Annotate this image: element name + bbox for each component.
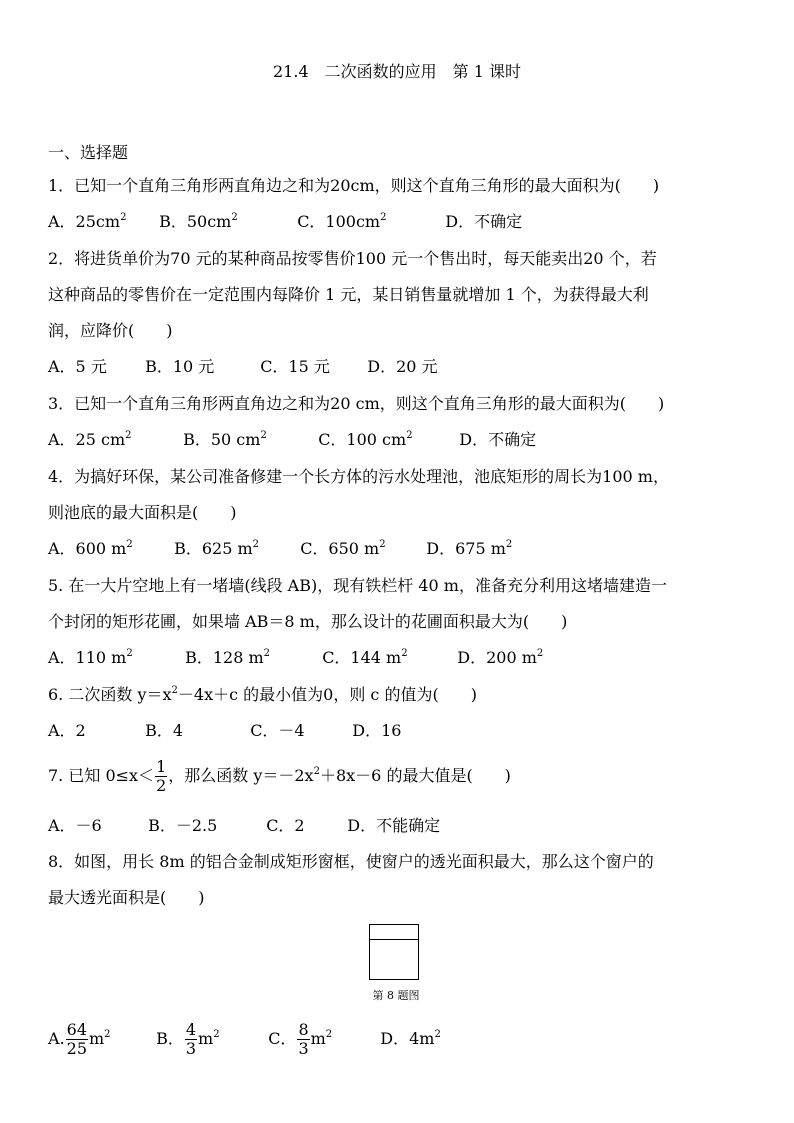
question-2-line-2: 这种商品的零售价在一定范围内每降价 1 元，某日销售量就增加 1 个，为获得最大利 — [48, 285, 649, 304]
fraction: $\frac{64}{25}$ — [66, 1020, 87, 1058]
option-d[interactable]: D．不确定 — [445, 212, 523, 231]
question-4-options — [48, 539, 512, 559]
option-b[interactable]: B．－2.5 — [148, 816, 218, 835]
question-5-options — [48, 648, 543, 668]
option-c[interactable]: C．2 — [266, 816, 305, 835]
option-a[interactable]: A．110 $m^2$ — [48, 648, 133, 667]
question-3-stem: 3．已知一个直角三角形两直角边之和为20 cm，则这个直角三角形的最大面积为( ) — [48, 394, 665, 413]
fraction: $\frac{4}{3}$ — [185, 1020, 197, 1058]
question-6-options — [48, 721, 401, 741]
question-7-stem: 7. 已知 0≤x＜ $\frac{1}{2}$ ，那么函数 $y=-2x^2+8x-6$ 的最大值是( ) — [48, 757, 511, 795]
question-4-line-2: 则池底的最大面积是( ) — [48, 503, 237, 522]
option-a[interactable]: A．2 — [48, 721, 86, 740]
question-2-options — [48, 357, 438, 377]
question-4-line-1: 4．为搞好环保，某公司准备修建一个长方体的污水处理池，池底矩形的周长为100 m， — [48, 467, 669, 486]
question-2-line-3: 润，应降价( ) — [48, 321, 173, 340]
option-b[interactable]: B．128 $m^2$ — [185, 648, 271, 667]
option-d[interactable]: D．200 $m^2$ — [457, 648, 544, 667]
option-a[interactable]: A. $\frac{64}{25}$ $m^2$ — [48, 1020, 111, 1058]
question-1-stem: 1．已知一个直角三角形两直角边之和为20cm，则这个直角三角形的最大面积为( ) — [48, 176, 660, 195]
option-c[interactable]: C．$100cm^2$ — [297, 212, 387, 231]
option-a[interactable]: A．$25cm^2$ — [48, 212, 127, 231]
option-d[interactable]: D．$4m^2$ — [380, 1029, 441, 1048]
window-frame-figure — [369, 924, 419, 980]
option-c[interactable]: C．144 $m^2$ — [322, 648, 408, 667]
option-d[interactable]: D．不能确定 — [347, 816, 441, 835]
question-8-options — [48, 1016, 441, 1062]
figure-caption: 第 8 题图 — [372, 989, 420, 1002]
option-c[interactable]: C．15 元 — [260, 357, 330, 376]
fraction: $\frac{1}{2}$ — [156, 757, 167, 795]
option-b[interactable]: B．10 元 — [145, 357, 215, 376]
option-b[interactable]: B．4 — [145, 721, 184, 740]
option-d[interactable]: D．16 — [352, 721, 402, 740]
option-a[interactable]: A．－6 — [48, 816, 102, 835]
section-heading: 一、选择题 — [48, 143, 129, 162]
option-c[interactable]: C．100 $cm^2$ — [318, 430, 413, 449]
page-title: 21.4 二次函数的应用 第 1 课时 — [273, 62, 521, 81]
option-b[interactable]: B．50 $cm^2$ — [183, 430, 267, 449]
option-d[interactable]: D．675 $m^2$ — [426, 539, 513, 558]
question-7-options — [48, 816, 440, 836]
question-5-line-2: 个封闭的矩形花圃，如果墙 AB＝8 m，那么设计的花圃面积最大为( ) — [48, 612, 568, 631]
question-2-line-1: 2．将进货单价为70 元的某种商品按零售价100 元一个售出时，每天能卖出20 个，若 — [48, 249, 657, 268]
option-d[interactable]: D．20 元 — [367, 357, 438, 376]
option-a[interactable]: A．600 $m^2$ — [48, 539, 133, 558]
option-a[interactable]: A．5 元 — [48, 357, 107, 376]
question-3-options — [48, 430, 536, 450]
question-5-line-1: 5. 在一大片空地上有一堵墙(线段 AB)，现有铁栏杆 40 m，准备充分利用这堵墙建造一 — [48, 576, 667, 595]
question-8-line-1: 8．如图，用长 8m 的铝合金制成矩形窗框，使窗户的透光面积最大，那么这个窗户的 — [48, 852, 654, 871]
option-b[interactable]: B．$50cm^2$ — [159, 212, 238, 231]
option-d[interactable]: D．不确定 — [459, 430, 537, 449]
option-c[interactable]: C．650 $m^2$ — [300, 539, 386, 558]
window-crossbar — [370, 939, 418, 940]
option-c[interactable]: C．－4 — [250, 721, 305, 740]
question-1-options — [48, 212, 522, 232]
option-c[interactable]: C． $\frac{8}{3}$ $m^2$ — [268, 1020, 333, 1058]
option-b[interactable]: B． $\frac{4}{3}$ $m^2$ — [156, 1020, 220, 1058]
question-6-stem: 6. 二次函数 $y=x^2-4x+c$ 的最小值为0，则 c 的值为( ) — [48, 685, 477, 704]
option-b[interactable]: B．625 $m^2$ — [174, 539, 260, 558]
option-a[interactable]: A．25 $cm^2$ — [48, 430, 132, 449]
question-8-line-2: 最大透光面积是( ) — [48, 888, 205, 907]
fraction: $\frac{8}{3}$ — [298, 1020, 309, 1058]
